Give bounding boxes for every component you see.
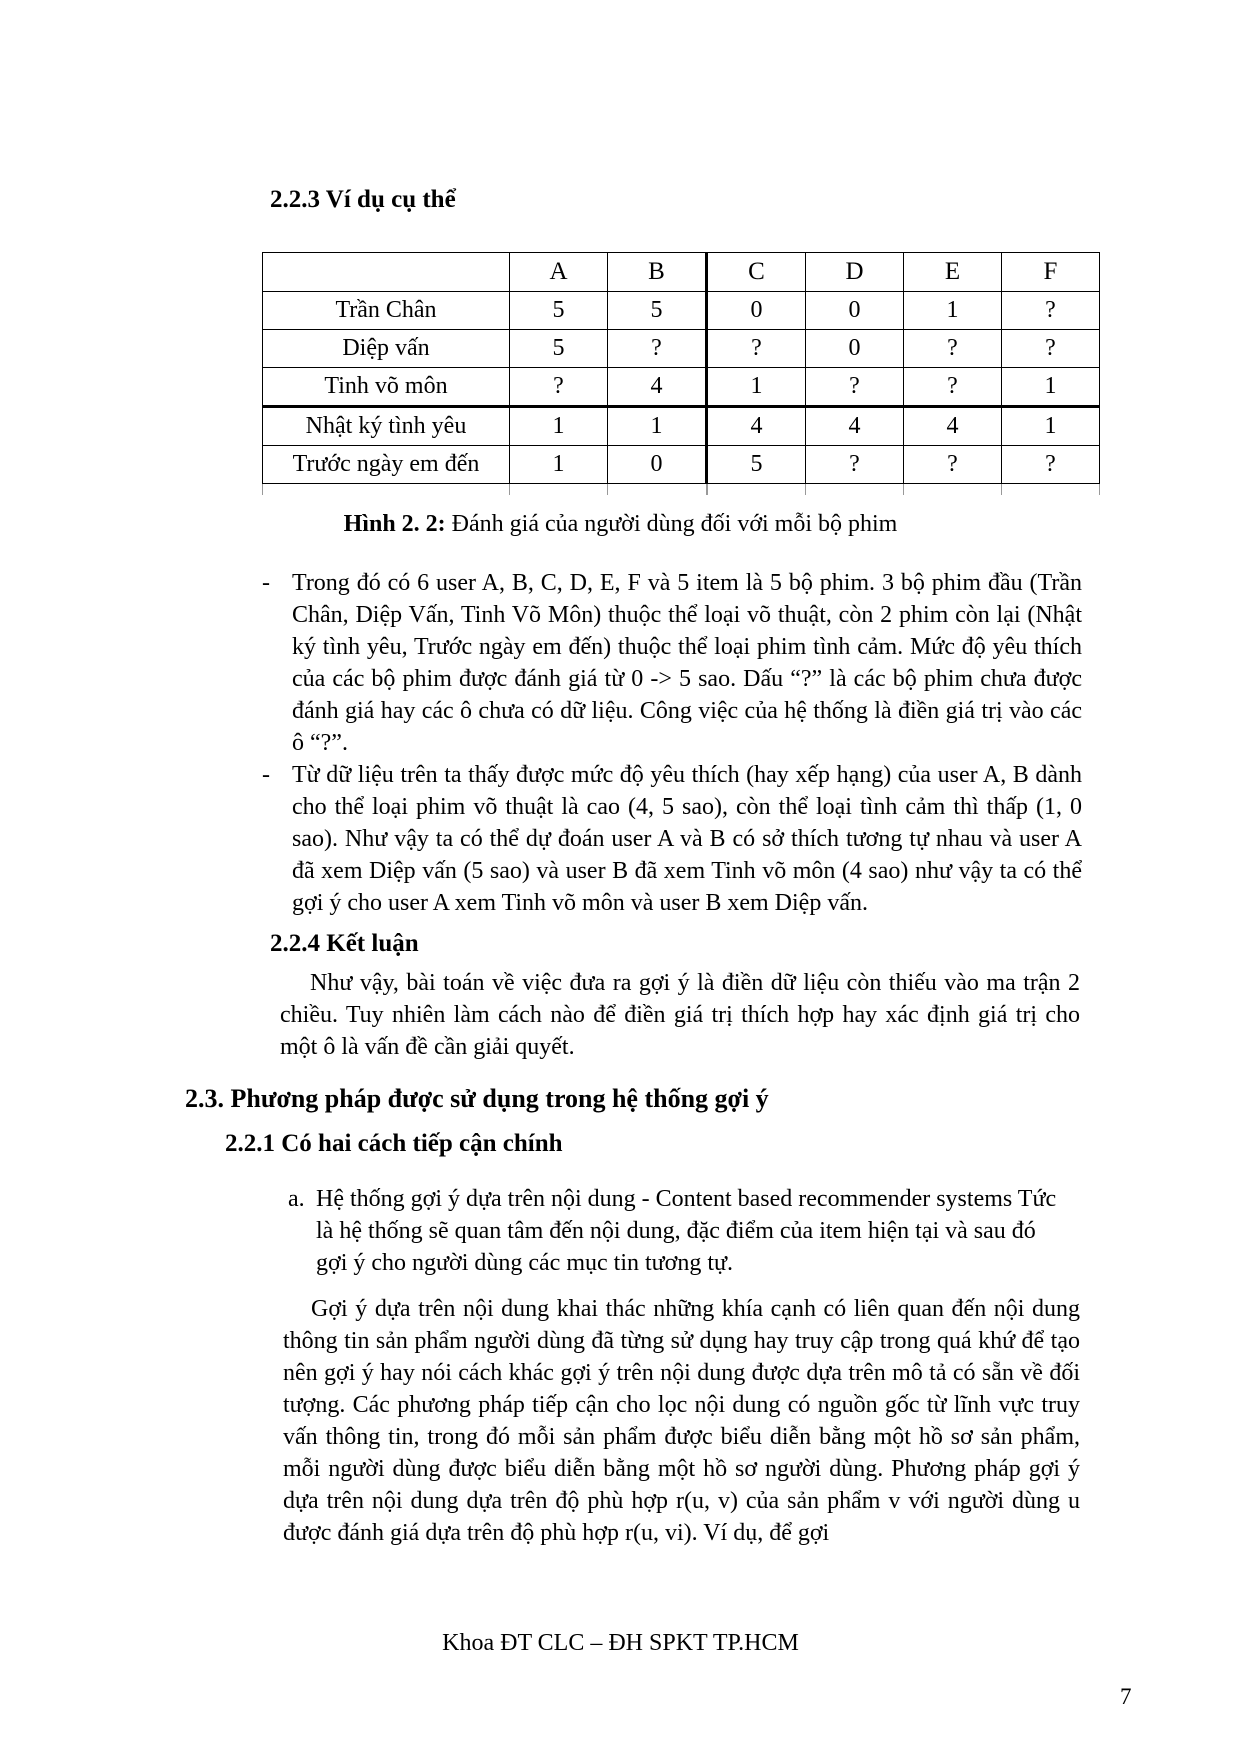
table-cell: ? <box>904 446 1002 484</box>
row-label: Nhật ký tình yêu <box>263 407 510 446</box>
table-cell: 1 <box>707 368 806 407</box>
table-cell: 1 <box>1002 407 1100 446</box>
table-cutoff-cell <box>1002 484 1100 496</box>
bullet-text: Từ dữ liệu trên ta thấy được mức độ yêu thích (hay xếp hạng) của user A, B dành cho thể loại phim võ thuật là cao (4, 5 sao), còn thể loại tình cảm thì thấp (1, 0 sao). Như vậy ta có thể dự đoán user A và B có sở thích tương tự nhau và user A đã xem Diệp vấn (5 sao) và user B đã xem Tinh võ môn (4 sao) như vậy ta có thể gợi ý cho user A xem Tinh võ môn và user B xem Diệp vấn. <box>292 762 1082 916</box>
bullet-item <box>262 567 1241 759</box>
table-cutoff-cell <box>608 484 707 496</box>
figure-caption-text: Đánh giá của người dùng đối với mỗi bộ phim <box>445 511 898 537</box>
section-heading-conclusion: 2.2.4 Kết luận <box>270 930 419 957</box>
section-heading-method: 2.3. Phương pháp được sử dụng trong hệ thống gợi ý <box>185 1084 769 1113</box>
table-header-cell: C <box>707 253 806 292</box>
table-cell: 5 <box>510 330 608 368</box>
table-header-cell: E <box>904 253 1002 292</box>
ratings-table <box>262 252 1100 495</box>
list-item-a <box>288 1183 1241 1279</box>
figure-caption-label: Hình 2. 2: <box>343 511 446 537</box>
table-cutoff-row <box>263 484 1100 496</box>
table-cell: 1 <box>904 292 1002 330</box>
table-cell: 1 <box>510 407 608 446</box>
row-label: Trần Chân <box>263 292 510 330</box>
content-paragraph: Gợi ý dựa trên nội dung khai thác những khía cạnh có liên quan đến nội dung thông tin sản phẩm người dùng đã từng sử dụng hay truy cập trong quá khứ để tạo nên gợi ý hay nói cách khác gợi ý trên nội dung được dựa trên mô tả có sẵn về đối tượng. Các phương pháp tiếp cận cho lọc nội dung có nguồn gốc từ lĩnh vực truy vấn thông tin, trong đó mỗi sản phẩm được biểu diễn bằng một hồ sơ sản phẩm, mỗi người dùng được biểu diễn bằng một hồ sơ người dùng. Phương pháp gợi ý dựa trên nội dung dựa trên độ phù hợp r(u, v) của sản phẩm v với người dùng u được đánh giá dựa trên độ phù hợp r(u, vi). Ví dụ, để gợi <box>283 1296 1080 1546</box>
row-label: Trước ngày em đến <box>263 446 510 484</box>
table-cutoff-cell <box>707 484 806 496</box>
list-item-a-text: Hệ thống gợi ý dựa trên nội dung - Content based recommender systems Tức là hệ thống sẽ quan tâm đến nội dung, đặc điểm của item hiện tại và sau đó gợi ý cho người dùng các mục tin tương tự. <box>316 1186 1057 1276</box>
list-item-a-marker: a. <box>288 1186 305 1212</box>
table-row <box>263 330 1100 368</box>
table-cell: ? <box>1002 330 1100 368</box>
row-label: Tinh võ môn <box>263 368 510 407</box>
table-cell: 0 <box>806 330 904 368</box>
table-cell: 0 <box>806 292 904 330</box>
table-cell: 1 <box>1002 368 1100 407</box>
table-cell: ? <box>510 368 608 407</box>
conclusion-paragraph: Như vậy, bài toán về việc đưa ra gợi ý là điền dữ liệu còn thiếu vào ma trận 2 chiều. Tuy nhiên làm cách nào để điền giá trị thích hợp hay xác định giá trị cho một ô là vấn đề cần giải quyết. <box>280 970 1080 1060</box>
table-cell: ? <box>1002 292 1100 330</box>
table-header-cell: A <box>510 253 608 292</box>
table-cell: 1 <box>608 407 707 446</box>
table-cell: 0 <box>608 446 707 484</box>
table-cell: 4 <box>904 407 1002 446</box>
table-corner-cell <box>263 253 510 292</box>
table-cell: ? <box>806 368 904 407</box>
table-cutoff-cell <box>510 484 608 496</box>
table-cell: 4 <box>608 368 707 407</box>
table-cutoff-cell <box>806 484 904 496</box>
row-label: Diệp vấn <box>263 330 510 368</box>
table-cell: 0 <box>707 292 806 330</box>
table-cell: 5 <box>707 446 806 484</box>
table-cell: 4 <box>806 407 904 446</box>
table-cell: 1 <box>510 446 608 484</box>
table-cell: ? <box>707 330 806 368</box>
bullet-marker: - <box>262 762 270 788</box>
bullet-text: Trong đó có 6 user A, B, C, D, E, F và 5 item là 5 bộ phim. 3 bộ phim đầu (Trần Chân, Diệp Vấn, Tinh Võ Môn) thuộc thể loại võ thuật, còn 2 phim còn lại (Nhật ký tình yêu, Trước ngày em đến) thuộc thể loại phim tình cảm. Mức độ yêu thích của các bộ phim được đánh giá từ 0 -> 5 sao. Dấu “?” là các bộ phim chưa được đánh giá hay các ô chưa có dữ liệu. Công việc của hệ thống là điền giá trị vào các ô “?”. <box>292 570 1082 756</box>
table-cell: ? <box>1002 446 1100 484</box>
table-row <box>263 368 1100 407</box>
section-heading-example: 2.2.3 Ví dụ cụ thể <box>270 186 456 213</box>
table-header-cell: F <box>1002 253 1100 292</box>
table-row <box>263 407 1100 446</box>
table-cell: ? <box>608 330 707 368</box>
table-header-cell: D <box>806 253 904 292</box>
table-cell: ? <box>904 330 1002 368</box>
table-cell: ? <box>904 368 1002 407</box>
page-number: 7 <box>1120 1684 1132 1709</box>
table-cell: ? <box>806 446 904 484</box>
section-heading-approaches: 2.2.1 Có hai cách tiếp cận chính <box>225 1130 563 1157</box>
table-cutoff-cell <box>263 484 510 496</box>
table-row <box>263 446 1100 484</box>
figure-caption <box>0 509 1241 539</box>
table-header-cell: B <box>608 253 707 292</box>
table-cell: 5 <box>608 292 707 330</box>
page-footer: Khoa ĐT CLC – ĐH SPKT TP.HCM <box>442 1630 799 1656</box>
bullet-marker: - <box>262 570 270 596</box>
table-cell: 4 <box>707 407 806 446</box>
table-cell: 5 <box>510 292 608 330</box>
bullet-item <box>262 759 1241 919</box>
table-cutoff-cell <box>904 484 1002 496</box>
table-row <box>263 292 1100 330</box>
